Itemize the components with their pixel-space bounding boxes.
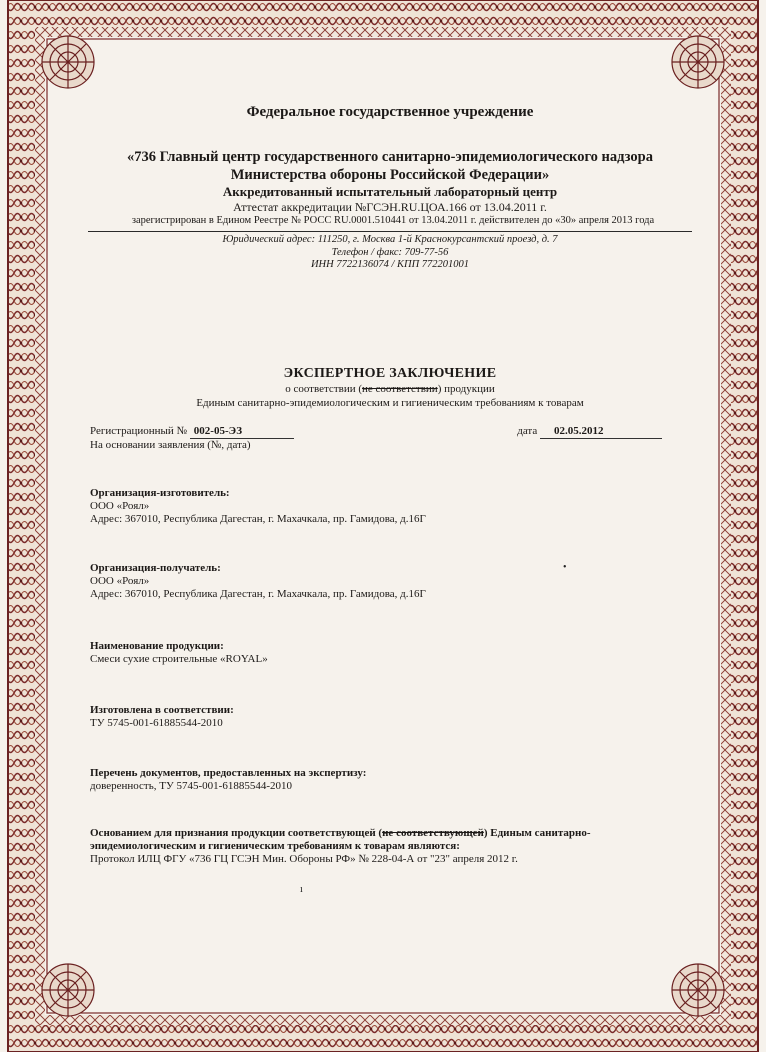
- subtitle-struck: не соответствии: [362, 383, 438, 395]
- documents-section: [90, 767, 690, 793]
- basis-value: Протокол ИЛЦ ФГУ «736 ГЦ ГСЭН Мин. Обороны РФ» № 228-04-А от "23" апреля 2012 г.: [90, 853, 518, 865]
- manufacturer-label: Организация-изготовитель:: [90, 487, 230, 499]
- registry-entry: зарегистрирован в Едином Реестре № РОСС RU.0001.510441 от 13.04.2011 г. действителен до «30» апреля 2013 года: [131, 215, 655, 226]
- institution-type: Федеральное государственное учреждение: [246, 104, 534, 120]
- standard-value: ТУ 5745-001-61885544-2010: [90, 717, 223, 729]
- basis-label-struck: не соответствующей: [382, 827, 484, 839]
- recipient-label: Организация-получатель:: [90, 562, 221, 574]
- registration-number: [90, 425, 294, 439]
- header-block: [90, 104, 690, 121]
- date-label: дата: [517, 425, 538, 437]
- product-label: Наименование продукции:: [90, 640, 224, 652]
- subtitle-prefix: о соответствии (: [285, 383, 363, 395]
- institution-name-line2: Министерства обороны Российской Федерации»: [230, 167, 550, 183]
- manufacturer-name: ООО «Роял»: [90, 500, 150, 512]
- standard-section: [90, 704, 690, 730]
- application-basis: На основании заявления (№, дата): [90, 439, 251, 451]
- subtitle-suffix: ) продукции: [437, 383, 495, 395]
- product-section: [90, 640, 690, 666]
- basis-label: [90, 827, 591, 852]
- header-divider: [88, 231, 692, 232]
- registration-date: [517, 425, 662, 439]
- recipient-name: ООО «Роял»: [90, 575, 150, 587]
- document-subtitle-2: Единым санитарно-эпидемиологическим и гигиеническим требованиям к товарам: [196, 397, 584, 409]
- documents-label: Перечень документов, предоставленных на экспертизу:: [90, 767, 367, 779]
- product-value: Смеси сухие строительные «ROYAL»: [90, 653, 268, 665]
- document-subtitle: [90, 382, 690, 396]
- inn-kpp: ИНН 7722136074 / КПП 772201001: [310, 259, 470, 270]
- phone-fax: Телефон / факс: 709-77-56: [331, 246, 449, 258]
- ink-speck: •: [563, 562, 567, 573]
- lab-center: Аккредитованный испытательный лабораторный центр: [222, 184, 558, 199]
- recipient-address: Адрес: 367010, Республика Дагестан, г. Махачкала, пр. Гамидова, д.16Г: [90, 588, 426, 600]
- registration-value: 002-05-ЭЗ: [190, 425, 294, 439]
- institution-name-line1: «736 Главный центр государственного санитарно-эпидемиологического надзора: [127, 149, 653, 165]
- title-block: [90, 366, 690, 410]
- standard-label: Изготовлена в соответствии:: [90, 704, 234, 716]
- basis-label-line2: эпидемиологическим и гигиеническим требованиям к товарам являются:: [90, 840, 460, 852]
- ink-speck: ı: [300, 884, 303, 895]
- registration-label: Регистрационный №: [90, 425, 188, 437]
- accreditation-certificate: Аттестат аккредитации №ГСЭН.RU.ЦОА.166 от 13.04.2011 г.: [233, 200, 547, 214]
- manufacturer-section: [90, 487, 690, 526]
- document-title: ЭКСПЕРТНОЕ ЗАКЛЮЧЕНИЕ: [283, 366, 497, 381]
- manufacturer-address: Адрес: 367010, Республика Дагестан, г. Махачкала, пр. Гамидова, д.16Г: [90, 513, 426, 525]
- legal-address: Юридический адрес: 111250, г. Москва 1-й Краснокурсантский проезд, д. 7: [222, 234, 558, 245]
- basis-label-suffix: ) Единым санитарно-: [483, 827, 591, 839]
- institution-block: [90, 148, 690, 272]
- documents-value: доверенность, ТУ 5745-001-61885544-2010: [90, 780, 292, 792]
- registration-row: [90, 425, 690, 439]
- date-value: 02.05.2012: [540, 425, 662, 439]
- recipient-section: [90, 562, 690, 601]
- basis-section: [90, 827, 690, 866]
- registration-block: [90, 425, 690, 452]
- basis-label-prefix: Основанием для признания продукции соответствующей (: [90, 827, 383, 839]
